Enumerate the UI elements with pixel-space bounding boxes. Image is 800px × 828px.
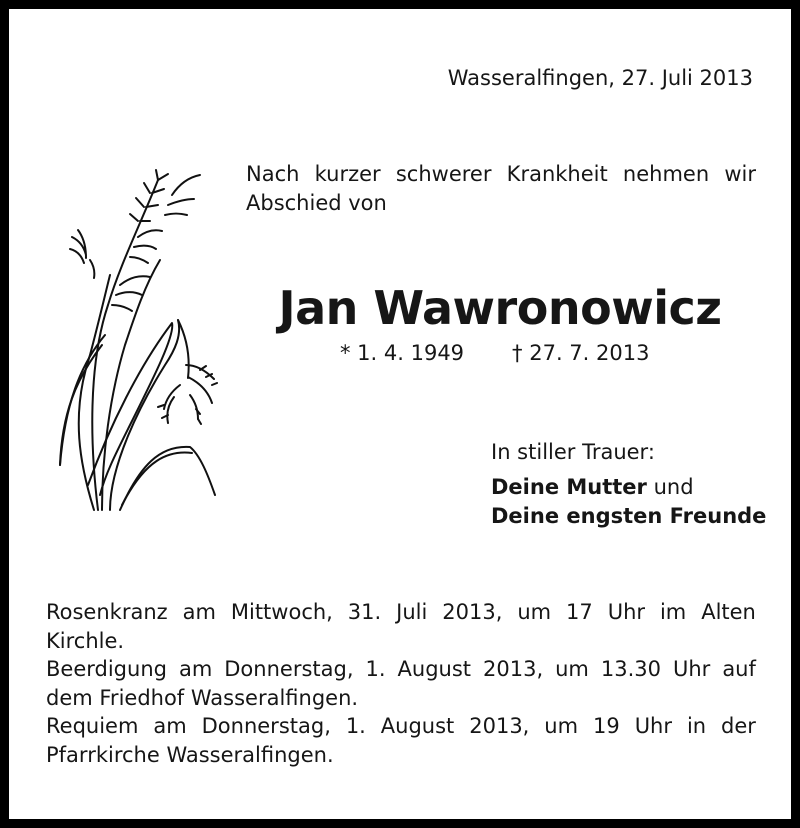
intro-line-2: Abschied von <box>246 191 387 215</box>
service-burial-line-2: dem Friedhof Wasseralfingen. <box>46 685 359 710</box>
service-notes <box>46 598 756 769</box>
service-word: August <box>380 714 455 738</box>
intro-line-1 <box>246 160 756 189</box>
service-word: 13.30 <box>600 657 662 681</box>
mourner-friends: Deine engsten Freunde <box>491 504 767 528</box>
service-word: 1. <box>345 714 366 738</box>
mourner-conjunction: und <box>646 475 694 499</box>
service-word: Requiem <box>46 714 139 738</box>
service-word: Uhr <box>673 657 711 681</box>
intro-word: schwerer <box>395 162 492 186</box>
service-word: 2013, <box>483 657 544 681</box>
life-dates <box>340 341 649 365</box>
intro-word: Nach <box>246 162 300 186</box>
service-word: auf <box>722 657 756 681</box>
place-date: Wasseralfingen, 27. Juli 2013 <box>447 66 753 90</box>
service-requiem-line-1 <box>46 712 756 741</box>
service-requiem-line-2: Pfarrkirche Wasseralfingen. <box>46 742 334 767</box>
service-word: Juli <box>396 600 428 624</box>
service-word: am <box>153 714 187 738</box>
service-word: 19 <box>593 714 620 738</box>
mourners-block <box>491 438 766 531</box>
service-word: um <box>555 657 589 681</box>
intro-word: nehmen <box>622 162 710 186</box>
service-burial-line-1 <box>46 655 756 684</box>
service-word: um <box>517 600 552 624</box>
intro-word: wir <box>724 162 756 186</box>
service-word: Uhr <box>607 600 646 624</box>
service-word: Uhr <box>634 714 673 738</box>
service-word: August <box>397 657 472 681</box>
intro-text <box>246 160 756 218</box>
service-word: um <box>544 714 579 738</box>
mourners-heading: In stiller Trauer: <box>491 440 655 464</box>
service-word: Mittwoch, <box>230 600 333 624</box>
service-word: 1. <box>365 657 386 681</box>
service-word: Alten <box>701 600 756 624</box>
service-word: 2013, <box>442 600 503 624</box>
service-word: im <box>659 600 687 624</box>
service-word: Donnerstag, <box>224 657 354 681</box>
service-rosary-line-1 <box>46 598 756 627</box>
mourner-mother: Deine Mutter <box>491 475 647 499</box>
wheat-grass-icon <box>50 165 230 515</box>
death-date: † 27. 7. 2013 <box>512 341 650 365</box>
service-word: der <box>721 714 756 738</box>
service-word: 17 <box>566 600 593 624</box>
service-word: Beerdigung <box>46 657 167 681</box>
service-word: Donnerstag, <box>201 714 331 738</box>
service-word: 31. <box>347 600 382 624</box>
service-rosary-line-2: Kirchle. <box>46 628 125 653</box>
service-word: am <box>178 657 213 681</box>
service-word: am <box>182 600 216 624</box>
service-word: 2013, <box>469 714 530 738</box>
mourners-line-2 <box>491 502 766 531</box>
deceased-name: Jan Wawronowicz <box>278 281 722 335</box>
intro-word: kurzer <box>314 162 381 186</box>
intro-word: Krankheit <box>506 162 608 186</box>
birth-date: * 1. 4. 1949 <box>340 341 465 365</box>
service-word: in <box>686 714 707 738</box>
mourners-line-1 <box>491 473 766 502</box>
service-word: Rosenkranz <box>46 600 168 624</box>
